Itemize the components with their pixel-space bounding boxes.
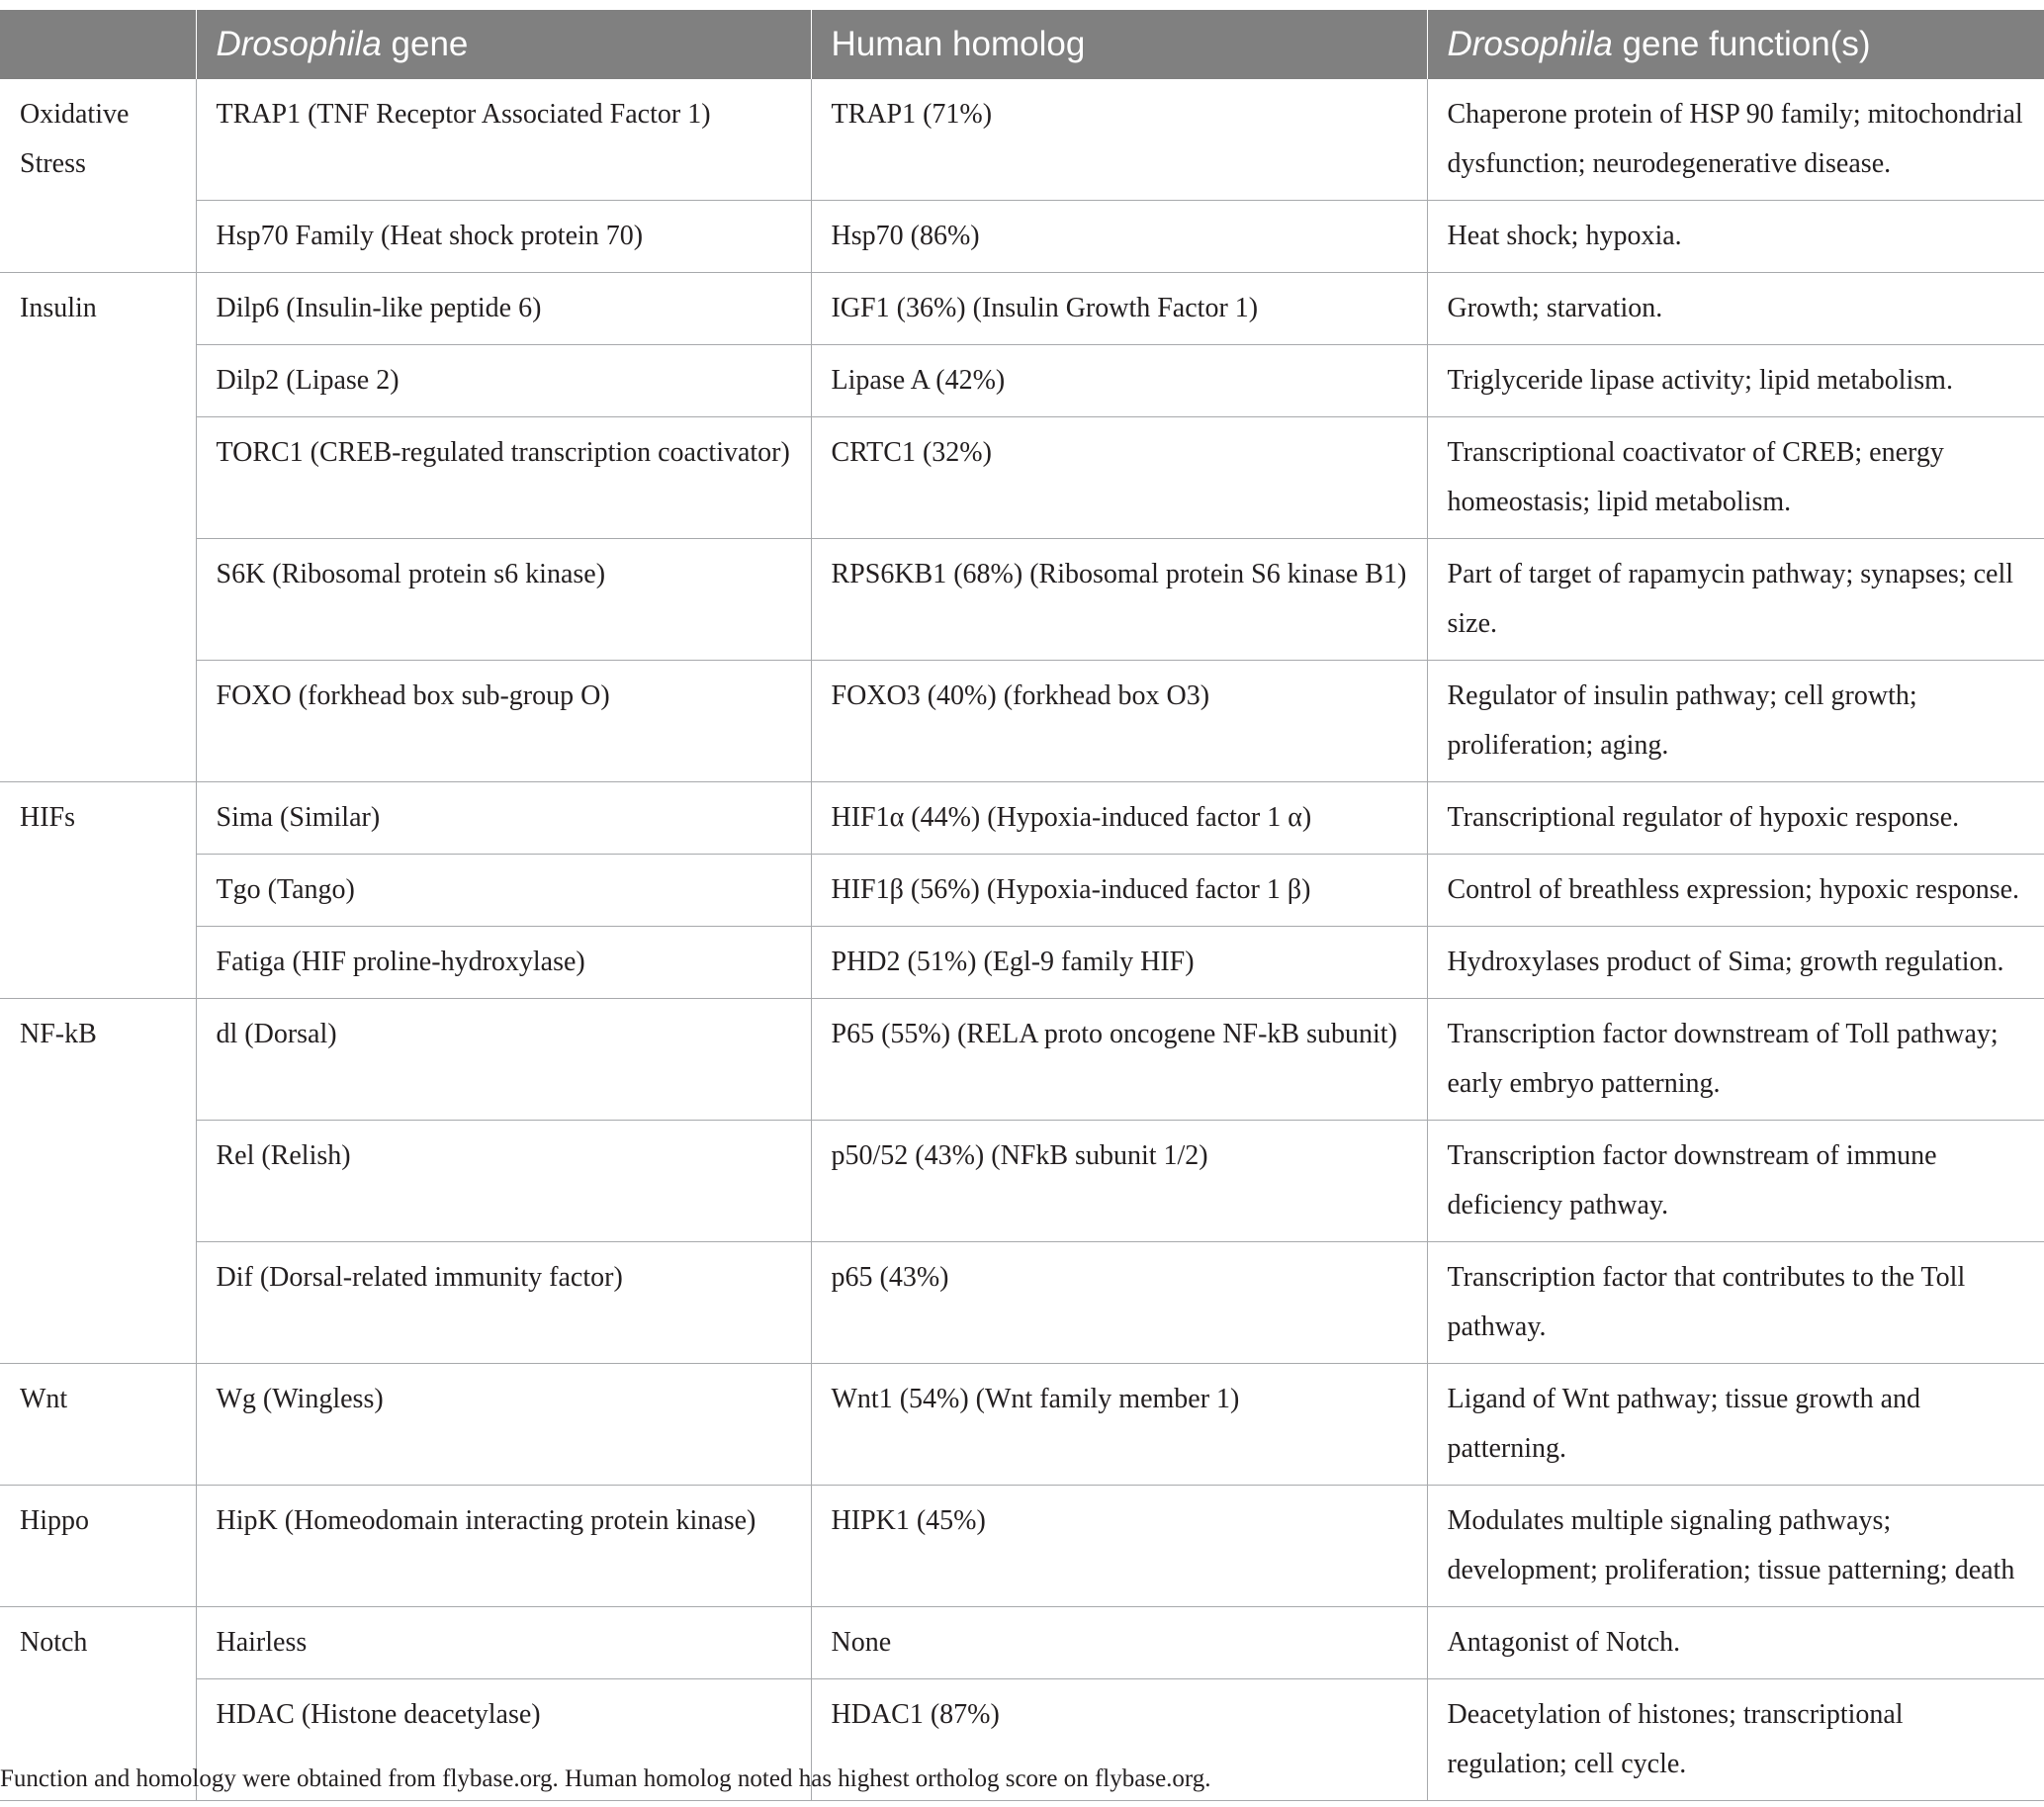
table-body: [0, 79, 2044, 1801]
table-row: [0, 273, 2044, 345]
homolog-cell: FOXO3 (40%) (forkhead box O3): [811, 661, 1427, 782]
homolog-cell: IGF1 (36%) (Insulin Growth Factor 1): [811, 273, 1427, 345]
function-cell: Antagonist of Notch.: [1427, 1607, 2044, 1679]
gene-cell: Sima (Similar): [196, 782, 811, 855]
homolog-cell: p50/52 (43%) (NFkB subunit 1/2): [811, 1121, 1427, 1242]
function-cell: Regulator of insulin pathway; cell growth; proliferation; aging.: [1427, 661, 2044, 782]
table-row: [0, 855, 2044, 927]
function-cell: Chaperone protein of HSP 90 family; mitochondrial dysfunction; neurodegenerative disease.: [1427, 79, 2044, 201]
gene-cell: S6K (Ribosomal protein s6 kinase): [196, 539, 811, 661]
function-cell: Part of target of rapamycin pathway; synapses; cell size.: [1427, 539, 2044, 661]
header-pathway: [0, 10, 196, 79]
function-cell: Transcription factor downstream of immune deficiency pathway.: [1427, 1121, 2044, 1242]
homolog-cell: HIF1α (44%) (Hypoxia-induced factor 1 α): [811, 782, 1427, 855]
table-row: [0, 1242, 2044, 1364]
table-row: [0, 1364, 2044, 1486]
header-human-homolog: Human homolog: [811, 10, 1427, 79]
gene-cell: Hsp70 Family (Heat shock protein 70): [196, 201, 811, 273]
group-cell: Wnt: [0, 1364, 196, 1486]
gene-cell: Dif (Dorsal-related immunity factor): [196, 1242, 811, 1364]
homolog-cell: P65 (55%) (RELA proto oncogene NF-kB subunit): [811, 999, 1427, 1121]
table-row: [0, 927, 2044, 999]
table-row: [0, 79, 2044, 201]
function-cell: Modulates multiple signaling pathways; development; proliferation; tissue patterning; death: [1427, 1486, 2044, 1607]
homolog-cell: p65 (43%): [811, 1242, 1427, 1364]
gene-cell: Dilp2 (Lipase 2): [196, 345, 811, 417]
group-cell: HIFs: [0, 782, 196, 999]
table-row: [0, 345, 2044, 417]
homolog-cell: CRTC1 (32%): [811, 417, 1427, 539]
gene-cell: Hairless: [196, 1607, 811, 1679]
homolog-cell: HDAC1 (87%): [811, 1679, 1427, 1801]
function-cell: Deacetylation of histones; transcriptional regulation; cell cycle.: [1427, 1679, 2044, 1801]
gene-cell: TORC1 (CREB-regulated transcription coactivator): [196, 417, 811, 539]
function-cell: Control of breathless expression; hypoxic response.: [1427, 855, 2044, 927]
function-cell: Transcription factor downstream of Toll pathway; early embryo patterning.: [1427, 999, 2044, 1121]
gene-cell: dl (Dorsal): [196, 999, 811, 1121]
homolog-cell: Wnt1 (54%) (Wnt family member 1): [811, 1364, 1427, 1486]
gene-cell: FOXO (forkhead box sub-group O): [196, 661, 811, 782]
function-cell: Ligand of Wnt pathway; tissue growth and patterning.: [1427, 1364, 2044, 1486]
homolog-cell: TRAP1 (71%): [811, 79, 1427, 201]
table-row: [0, 201, 2044, 273]
table-row: [0, 539, 2044, 661]
header-row: [0, 10, 2044, 79]
group-cell: Oxidative Stress: [0, 79, 196, 273]
table-row: [0, 661, 2044, 782]
table-header: [0, 10, 2044, 79]
gene-cell: Tgo (Tango): [196, 855, 811, 927]
table-row: [0, 1607, 2044, 1679]
function-cell: Growth; starvation.: [1427, 273, 2044, 345]
gene-homolog-table: [0, 10, 2044, 1801]
homolog-cell: HIPK1 (45%): [811, 1486, 1427, 1607]
function-cell: Transcriptional coactivator of CREB; energy homeostasis; lipid metabolism.: [1427, 417, 2044, 539]
table-row: [0, 417, 2044, 539]
homolog-cell: HIF1β (56%) (Hypoxia-induced factor 1 β): [811, 855, 1427, 927]
function-cell: Heat shock; hypoxia.: [1427, 201, 2044, 273]
table-row: [0, 1121, 2044, 1242]
gene-cell: Rel (Relish): [196, 1121, 811, 1242]
group-cell: Notch: [0, 1607, 196, 1801]
homolog-cell: None: [811, 1607, 1427, 1679]
homolog-cell: Lipase A (42%): [811, 345, 1427, 417]
function-cell: Hydroxylases product of Sima; growth regulation.: [1427, 927, 2044, 999]
homolog-cell: RPS6KB1 (68%) (Ribosomal protein S6 kinase B1): [811, 539, 1427, 661]
header-gene-function: Drosophila gene function(s): [1427, 10, 2044, 79]
group-cell: Insulin: [0, 273, 196, 782]
table-footnote: Function and homology were obtained from flybase.org. Human homolog noted has highest ortholog score on flybase.org.: [0, 1765, 1211, 1792]
homolog-cell: Hsp70 (86%): [811, 201, 1427, 273]
homolog-cell: PHD2 (51%) (Egl-9 family HIF): [811, 927, 1427, 999]
table-row: [0, 999, 2044, 1121]
table-row: [0, 1486, 2044, 1607]
gene-cell: Fatiga (HIF proline-hydroxylase): [196, 927, 811, 999]
function-cell: Triglyceride lipase activity; lipid metabolism.: [1427, 345, 2044, 417]
gene-cell: Wg (Wingless): [196, 1364, 811, 1486]
function-cell: Transcriptional regulator of hypoxic response.: [1427, 782, 2044, 855]
group-cell: NF-kB: [0, 999, 196, 1364]
gene-cell: HDAC (Histone deacetylase): [196, 1679, 811, 1801]
gene-cell: Dilp6 (Insulin-like peptide 6): [196, 273, 811, 345]
table-row: [0, 782, 2044, 855]
function-cell: Transcription factor that contributes to the Toll pathway.: [1427, 1242, 2044, 1364]
header-drosophila-gene: Drosophila gene: [196, 10, 811, 79]
group-cell: Hippo: [0, 1486, 196, 1607]
gene-cell: HipK (Homeodomain interacting protein kinase): [196, 1486, 811, 1607]
gene-cell: TRAP1 (TNF Receptor Associated Factor 1): [196, 79, 811, 201]
